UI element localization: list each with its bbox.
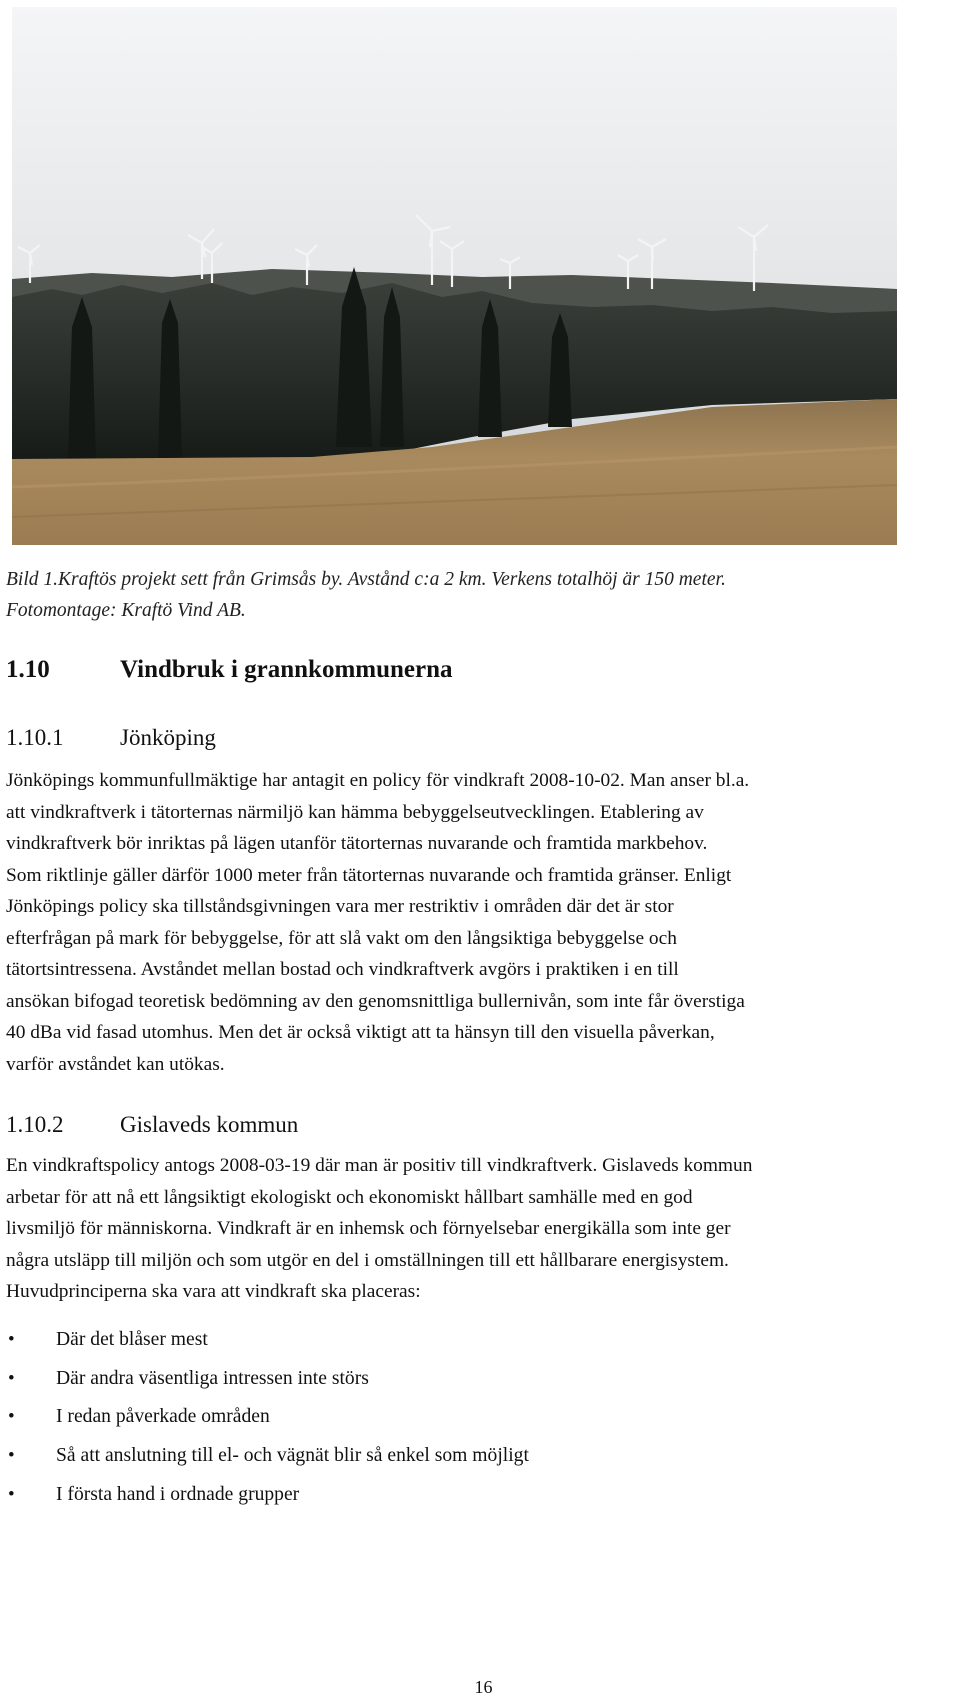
text-line: Som riktlinje gäller därför 1000 meter från tätorternas nuvarande och framtida gränser. Enligt <box>6 864 732 886</box>
bullet-icon: • <box>8 1406 15 1428</box>
text-line: 40 dBa vid fasad utomhus. Men det är också viktigt att ta hänsyn till den visuella påverkan, <box>6 1022 715 1043</box>
caption-line-2: Fotomontage: Kraftö Vind AB. <box>6 600 246 621</box>
paragraph-jonkoping <box>6 765 956 1080</box>
subsection-number: 1.10.1 <box>6 725 64 750</box>
wind-farm-photo <box>12 7 897 545</box>
subsection-number: 1.10.2 <box>6 1112 64 1137</box>
wind-farm-illustration <box>12 7 897 545</box>
subsection-title: Jönköping <box>120 725 216 750</box>
text-line: livsmiljö för människorna. Vindkraft är en inhemsk och förnyelsebar energikälla som inte ger <box>6 1218 731 1239</box>
section-heading <box>6 653 453 687</box>
text-line: En vindkraftspolicy antogs 2008-03-19 där man är positiv till vindkraftverk. Gislaveds kommun <box>6 1155 753 1176</box>
list-item <box>6 1437 529 1476</box>
text-line: att vindkraftverk i tätorternas närmiljö kan hämma bebyggelseutvecklingen. Etablering av <box>6 801 704 823</box>
list-item-text: I första hand i ordnade grupper <box>56 1483 300 1505</box>
list-item-text: Där det blåser mest <box>56 1329 208 1350</box>
text-line: varför avståndet kan utökas. <box>6 1053 225 1075</box>
bullet-icon: • <box>8 1329 15 1350</box>
bullet-icon: • <box>8 1367 15 1389</box>
list-item-text: I redan påverkade områden <box>56 1406 270 1428</box>
text-line: Jönköpings kommunfullmäktige har antagit en policy för vindkraft 2008-10-02. Man anser bl.a. <box>6 770 750 791</box>
page-number: 16 <box>474 1677 493 1697</box>
subsection-heading-jonkoping <box>6 722 216 754</box>
paragraph-gislaved <box>6 1150 956 1308</box>
text-line: Huvudprinciperna ska vara att vindkraft ska placeras: <box>6 1281 421 1302</box>
text-line: tätortsintressena. Avståndet mellan bostad och vindkraftverk avgörs i praktiken i en till <box>6 959 679 980</box>
list-item <box>6 1321 529 1360</box>
section-title: Vindbruk i grannkommunerna <box>120 656 453 683</box>
principles-list <box>6 1321 529 1514</box>
bullet-icon: • <box>8 1445 15 1467</box>
list-item <box>6 1398 529 1437</box>
list-item <box>6 1476 529 1515</box>
text-line: några utsläpp till miljön och som utgör en del i omställningen till ett hållbarare energisystem. <box>6 1249 729 1271</box>
section-number: 1.10 <box>6 656 50 683</box>
list-item-text: Där andra väsentliga intressen inte störs <box>56 1367 369 1389</box>
text-line: ansökan bifogad teoretisk bedömning av den genomsnittliga bullernivån, som inte får överstiga <box>6 990 745 1012</box>
list-item <box>6 1360 529 1399</box>
text-line: arbetar för att nå ett långsiktigt ekologiskt och ekonomiskt hållbart samhälle med en god <box>6 1186 693 1208</box>
subsection-heading-gislaved <box>6 1109 298 1141</box>
text-line: efterfrågan på mark för bebyggelse, för att slå vakt om den långsiktiga bebyggelse och <box>6 927 677 949</box>
text-line: Jönköpings policy ska tillståndsgivningen vara mer restriktiv i områden där det är stor <box>6 896 674 917</box>
list-item-text: Så att anslutning till el- och vägnät blir så enkel som möjligt <box>56 1445 529 1467</box>
subsection-title: Gislaveds kommun <box>120 1112 299 1137</box>
bullet-icon: • <box>8 1483 15 1505</box>
caption-line-1: Bild 1.Kraftös projekt sett från Grimsås by. Avstånd c:a 2 km. Verkens totalhöj är 150 meter. <box>6 569 726 590</box>
figure-caption <box>6 564 946 626</box>
text-line: vindkraftverk bör inriktas på lägen utanför tätorternas nuvarande och framtida markbehov. <box>6 833 708 854</box>
